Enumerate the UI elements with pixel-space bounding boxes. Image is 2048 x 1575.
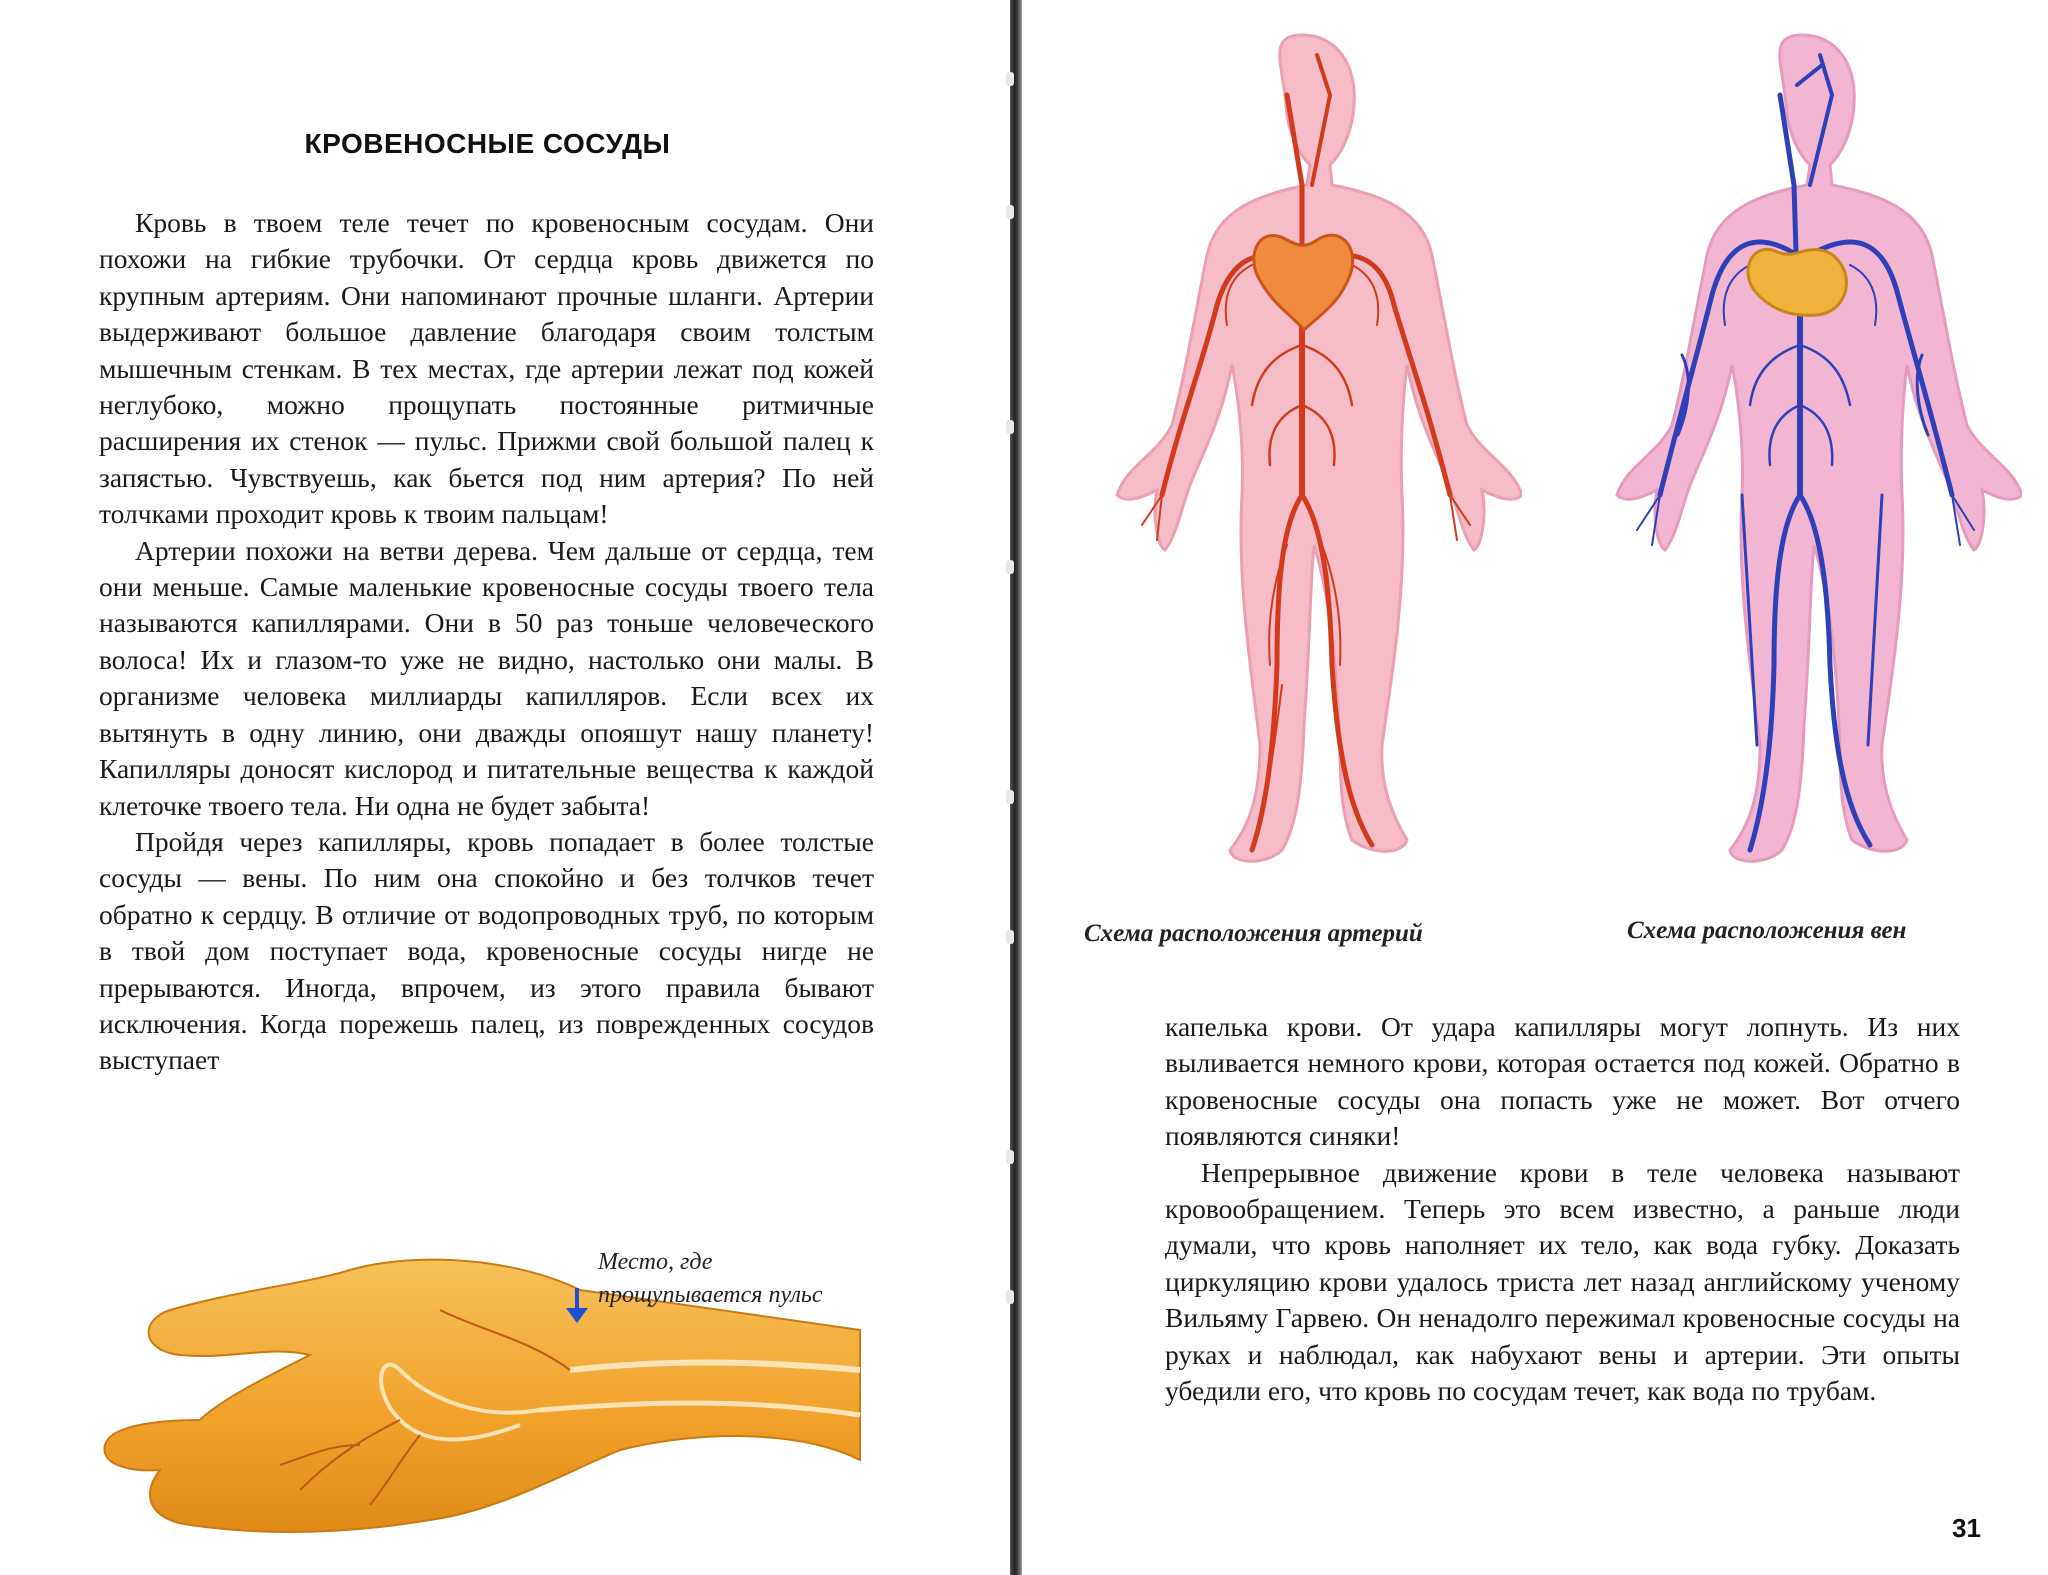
binding-stitch (1006, 420, 1014, 434)
paragraph: Пройдя через капилляры, кровь попадает в более толстые сосуды — вены. По ним она спокойно и без толчков течет обратно к сердцу. В отличие от водопроводных труб, по которым в твой дом поступает вода, кровеносные сосуды нигде не прерываются. Иногда, впрочем, из этого правила бывают исключения. Когда порежешь палец, из поврежденных сосудов выступает (99, 825, 874, 1076)
right-page (1022, 0, 2048, 1575)
paragraph: Непрерывное движение крови в теле человека называют кровообращением. Теперь это всем известно, а раньше люди думали, что кровь наполняет их тело, как вода губку. Доказать циркуляцию крови удалось триста лет назад английскому ученому Вильяму Гарвею. Он ненадолго пережимал кровеносные сосуды на руках и наблюдал, как набухают вены и артерии. Эти опыты убедили его, что кровь по сосудам течет, как вода по трубам. (1165, 1156, 1960, 1407)
binding-stitch (1006, 1150, 1014, 1164)
paragraph: Артерии похожи на ветви дерева. Чем дальше от сердца, тем они меньше. Самые маленькие кровеносные сосуды твоего тела называются капиллярами. Они в 50 раз тоньше человеческого волоса! Их и глазом-то уже не видно, настолько они малы. В организме человека миллиарды капилляров. Если всех их вытянуть в одну линию, они дважды опояшут нашу планету! Капилляры доносят кислород и питательные вещества к каждой клеточке твоего тела. Ни одна не будет забыта! (99, 534, 874, 821)
arteries-diagram (1082, 25, 1522, 895)
page-number: 31 (1952, 1513, 1981, 1543)
pulse-caption (598, 1246, 822, 1312)
book-gutter (1010, 0, 1022, 1575)
binding-stitch (1006, 560, 1014, 574)
pulse-caption-line: прощупывается пульс (598, 1282, 823, 1308)
arrow-down-icon (562, 1286, 592, 1326)
binding-stitch (1006, 930, 1014, 944)
caption-arteries: Схема расположения артерий (1084, 920, 1423, 947)
paragraph: капелька крови. От удара капилляры могут лопнуть. Из них выливается немного крови, которая остается под кожей. Обратно в кровеносные сосуды она попасть уже не может. Вот отчего появляются синяки! (1165, 1011, 1960, 1152)
binding-stitch (1006, 205, 1014, 219)
left-page (0, 0, 1010, 1575)
paragraph: Кровь в твоем теле течет по кровеносным сосудам. Они похожи на гибкие трубочки. От сердца кровь движется по крупным артериям. Они напоминают прочные шланги. Артерии выдерживают большое давление благодаря своим толстым мышечным стенкам. В тех местах, где артерии лежат под кожей неглубоко, можно прощупать постоянные ритмичные расширения их стенок — пульс. Прижми свой большой палец к запястью. Чувствуешь, как бьется под ним артерия? По ней толчками проходит кровь к твоим пальцам! (99, 207, 874, 530)
caption-veins: Схема расположения вен (1627, 917, 1907, 944)
veins-diagram (1582, 25, 2022, 895)
binding-stitch (1006, 72, 1014, 86)
left-text-column (99, 205, 874, 1079)
binding-stitch (1006, 1290, 1014, 1304)
page-title: КРОВЕНОСНЫЕ СОСУДЫ (304, 128, 671, 159)
right-text-column (1165, 1009, 1960, 1409)
pulse-caption-line: Место, где (598, 1249, 713, 1275)
binding-stitch (1006, 790, 1014, 804)
